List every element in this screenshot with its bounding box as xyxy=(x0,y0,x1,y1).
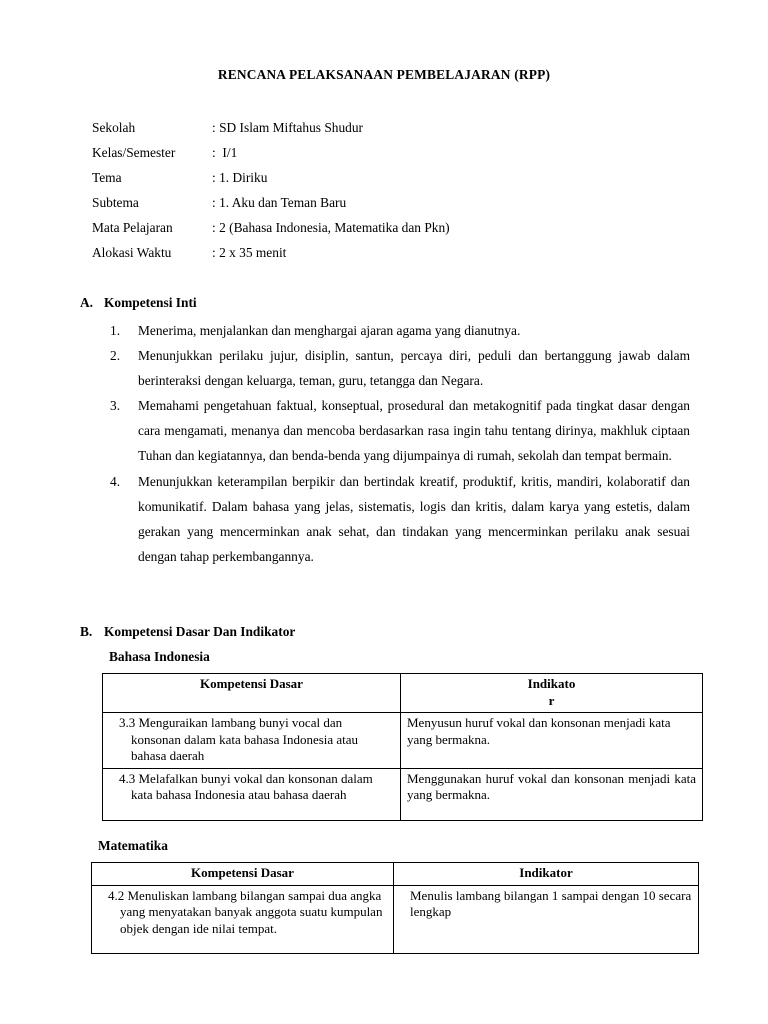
list-item xyxy=(110,469,690,569)
bahasa-indonesia-heading: Bahasa Indonesia xyxy=(109,649,210,664)
identity-label: Sekolah xyxy=(92,120,136,135)
section-title: Kompetensi Inti xyxy=(104,295,197,310)
identity-label: Subtema xyxy=(92,195,139,210)
identity-row-tema xyxy=(92,168,267,188)
item-text: Menerima, menjalankan dan menghargai ajaran agama yang dianutnya. xyxy=(138,323,521,338)
identity-row-alokasi xyxy=(92,243,286,263)
kompetensi-inti-list xyxy=(110,318,690,569)
indikator-text: Menggunakan huruf vokal dan konsonan menjadi kata yang bermakna. xyxy=(407,770,696,802)
identity-label: Tema xyxy=(92,170,122,185)
kd-cell xyxy=(92,885,394,953)
column-header-kd: Kompetensi Dasar xyxy=(103,674,401,713)
section-b-heading xyxy=(80,624,295,640)
list-item xyxy=(110,343,690,393)
identity-row-subtema xyxy=(92,193,346,213)
item-text: Menunjukkan keterampilan berpikir dan bertindak kreatif, produktif, kritis, mandiri, kolaboratif dan komunikatif. Dalam bahasa yang jelas, sistematis, logis dan kritis, dalam karya yang estetis, dalam gerakan yang mencerminkan anak sehat, dan tindakan yang mencerminkan perilaku anak sesuai dengan tahap perkembangannya. xyxy=(138,473,690,564)
matematika-heading: Matematika xyxy=(98,838,168,853)
indikator-cell xyxy=(401,713,703,769)
indikator-cell xyxy=(394,885,699,953)
kd-text: 4.3 Melafalkan bunyi vokal dan konsonan dalam kata bahasa Indonesia atau bahasa daerah xyxy=(119,770,373,802)
item-number: 4. xyxy=(110,473,121,489)
list-item xyxy=(110,318,690,343)
kd-text: 4.2 Menuliskan lambang bilangan sampai dua angka yang menyatakan banyak anggota suatu kumpulan objek dengan ide nilai tempat. xyxy=(108,887,383,936)
kd-text: 3.3 Menguraikan lambang bunyi vocal dan konsonan dalam kata bahasa Indonesia atau bahasa daerah xyxy=(119,715,359,763)
identity-value: : 1. Diriku xyxy=(212,170,268,185)
table-header-row xyxy=(103,674,703,713)
section-letter: A. xyxy=(80,295,94,310)
page-title: RENCANA PELAKSANAAN PEMBELAJARAN (RPP) xyxy=(217,67,551,82)
identity-label: Alokasi Waktu xyxy=(92,245,172,260)
column-header-indikator-line1: Indikato xyxy=(527,676,576,691)
section-letter: B. xyxy=(80,624,93,639)
list-item xyxy=(110,393,690,468)
column-header-indikator xyxy=(401,674,703,713)
table-row xyxy=(103,713,703,769)
indikator-text: Menulis lambang bilangan 1 sampai dengan 10 secara lengkap xyxy=(410,887,692,919)
identity-label: Kelas/Semester xyxy=(92,145,176,160)
table-header-row xyxy=(92,863,699,886)
kd-cell xyxy=(103,768,401,820)
identity-row-sekolah xyxy=(92,118,363,138)
section-a-heading xyxy=(80,295,197,311)
identity-row-mapel xyxy=(92,218,450,238)
identity-value: : 2 (Bahasa Indonesia, Matematika dan Pkn) xyxy=(212,220,450,235)
item-number: 2. xyxy=(110,348,121,364)
identity-value: : 1. Aku dan Teman Baru xyxy=(212,195,347,210)
matematika-kd-table xyxy=(91,862,699,954)
indikator-text: Menyusun huruf vokal dan konsonan menjadi kata yang bermakna. xyxy=(407,715,671,747)
identity-value: : 2 x 35 menit xyxy=(212,245,287,260)
column-header-indikator-line2: r xyxy=(548,692,555,708)
item-text: Menunjukkan perilaku jujur, disiplin, santun, percaya diri, peduli dan bertanggung jawab dalam berinteraksi dengan keluarga, teman, guru, tetangga dan Negara. xyxy=(138,348,690,389)
section-title: Kompetensi Dasar Dan Indikator xyxy=(104,624,296,639)
bahasa-kd-table xyxy=(102,673,703,821)
item-number: 1. xyxy=(110,323,121,338)
identity-label: Mata Pelajaran xyxy=(92,220,173,235)
item-number: 3. xyxy=(110,398,121,414)
table-row xyxy=(92,885,699,953)
indikator-cell xyxy=(401,768,703,820)
identity-value: : I/1 xyxy=(212,145,238,160)
column-header-indikator: Indikator xyxy=(394,863,699,886)
identity-row-kelas xyxy=(92,143,237,163)
column-header-kd: Kompetensi Dasar xyxy=(92,863,394,886)
identity-value: : SD Islam Miftahus Shudur xyxy=(212,120,364,135)
item-text: Memahami pengetahuan faktual, konseptual, prosedural dan metakognitif pada tingkat dasar dengan cara mengamati, menanya dan mencoba berdasarkan rasa ingin tahu tentang dirinya, makhluk ciptaan Tuhan dan kegiatannya, dan benda-benda yang dijumpainya di rumah, sekolah dan tempat bermain. xyxy=(138,398,690,464)
kd-cell xyxy=(103,713,401,769)
table-row xyxy=(103,768,703,820)
